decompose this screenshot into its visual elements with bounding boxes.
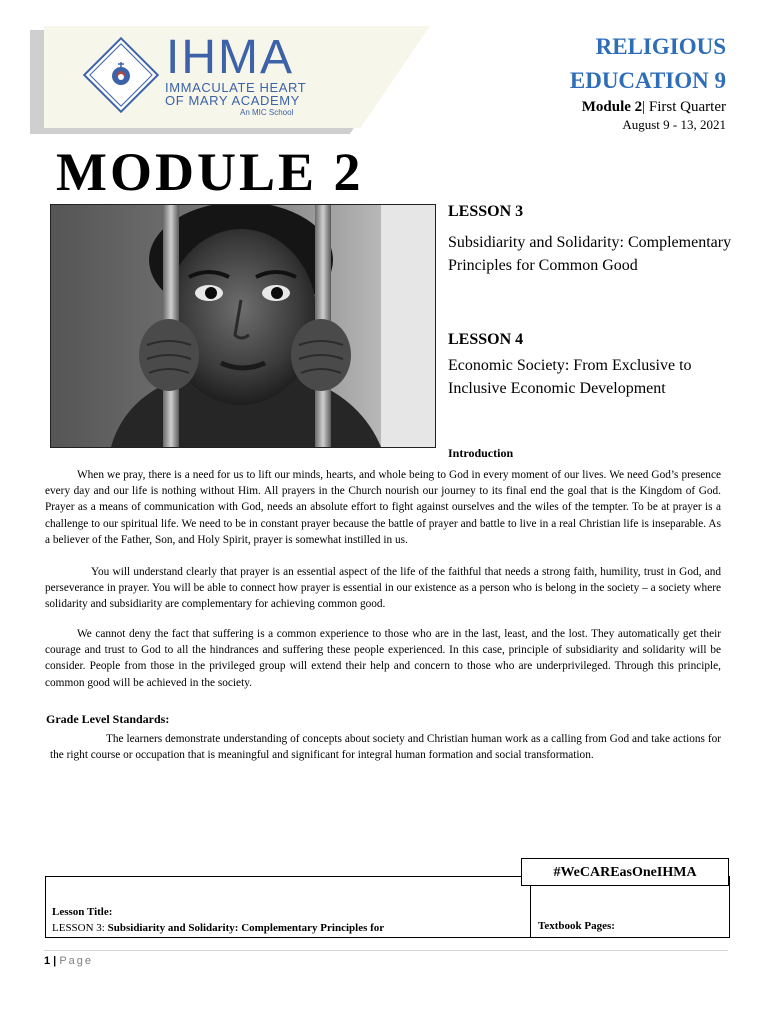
lesson-3-heading: LESSON 3: [448, 203, 524, 220]
lesson-title-label: Lesson Title:: [52, 906, 113, 918]
subject-title: [570, 30, 726, 98]
module-date: August 9 - 13, 2021: [622, 117, 726, 132]
lesson-4-heading: LESSON 4: [448, 331, 524, 348]
textbook-pages-label: Textbook Pages:: [538, 920, 615, 932]
intro-paragraph: We cannot deny the fact that suffering is a common experience to those who are in the last, least, and the lost. They automatically get their courage and trust to God to all the hindrances and suffering these people experienced. In this case, principle of subsidiarity and solidarity will be consider. People from those in the privileged group will extend their help and concern to those who are underprivileged. Through this principle, common good will be achieved in the society.: [45, 628, 721, 689]
school-acronym: IHMA: [166, 31, 294, 84]
page-number: 1: [44, 955, 51, 967]
page-footer: [44, 955, 93, 967]
photo-illustration: [51, 205, 435, 447]
module-heading: MODULE 2: [56, 142, 364, 202]
intro-paragraph: You will understand clearly that prayer is an essential aspect of the life of the faithful that needs a strong faith, humility, trust in God, and perseverance in prayer. You will be able to connect how prayer is essential in our existence as a person who is belong in the society – a society where solidarity and subsidiarity are complementary for achieving common good.: [45, 566, 721, 611]
grade-level-standards-text: The learners demonstrate understanding of concepts about society and Christian human work as a calling from God and take actions for the right course or occupation that is meaningful and significant for integral human formation and social transformation.: [50, 733, 721, 762]
school-name-line2: OF MARY ACADEMY: [165, 93, 300, 108]
child-behind-bars-photo: [50, 204, 436, 448]
lesson-4-title: Economic Society: From Exclusive to Inclusive Economic Development: [448, 357, 692, 397]
footer-divider: [44, 950, 728, 951]
lesson-title-prefix: LESSON 3:: [52, 922, 108, 934]
introduction-heading: Introduction: [448, 446, 514, 460]
school-tagline: An MIC School: [240, 108, 294, 117]
hashtag-label: #WeCAREasOneIHMA: [521, 858, 729, 886]
module-quarter: [582, 99, 726, 116]
module-label: Module 2: [581, 99, 643, 115]
intro-paragraph: When we pray, there is a need for us to lift our minds, hearts, and whole being to God in every moment of our lives. We need God’s presence every day and our life is nothing without Him. All prayers in the Church nourish our journey to its final end the goal that is the Kingdom of God. Prayer as a means of communication with God, needs an absolute effort to fight against ourselves and the wiles of the tempter. To be at prayer is a challenge to our spiritual life. We need to be in constant prayer because the battle of prayer and battle to live in a real Christian life is inseparable. As a believer of the Father, Son, and Holy Spirit, prayer is somewhat instilled in us.: [45, 469, 721, 546]
school-name-line1: IMMACULATE HEART: [165, 80, 307, 95]
lesson-title-value: [52, 922, 384, 934]
lesson-title-text: Subsidiarity and Solidarity: Complementary Principles for: [107, 922, 385, 934]
subject-line2: EDUCATION 9: [569, 68, 726, 93]
lesson-3-title: Subsidiarity and Solidarity: Complementary Principles for Common Good: [448, 234, 732, 274]
grade-level-standards-heading: Grade Level Standards:: [46, 712, 170, 726]
ihma-logo-icon: [82, 36, 160, 114]
subject-line1: RELIGIOUS: [595, 34, 726, 59]
quarter-label: | First Quarter: [642, 99, 726, 115]
page-word: Page: [59, 955, 94, 967]
page-separator: |: [50, 955, 60, 967]
